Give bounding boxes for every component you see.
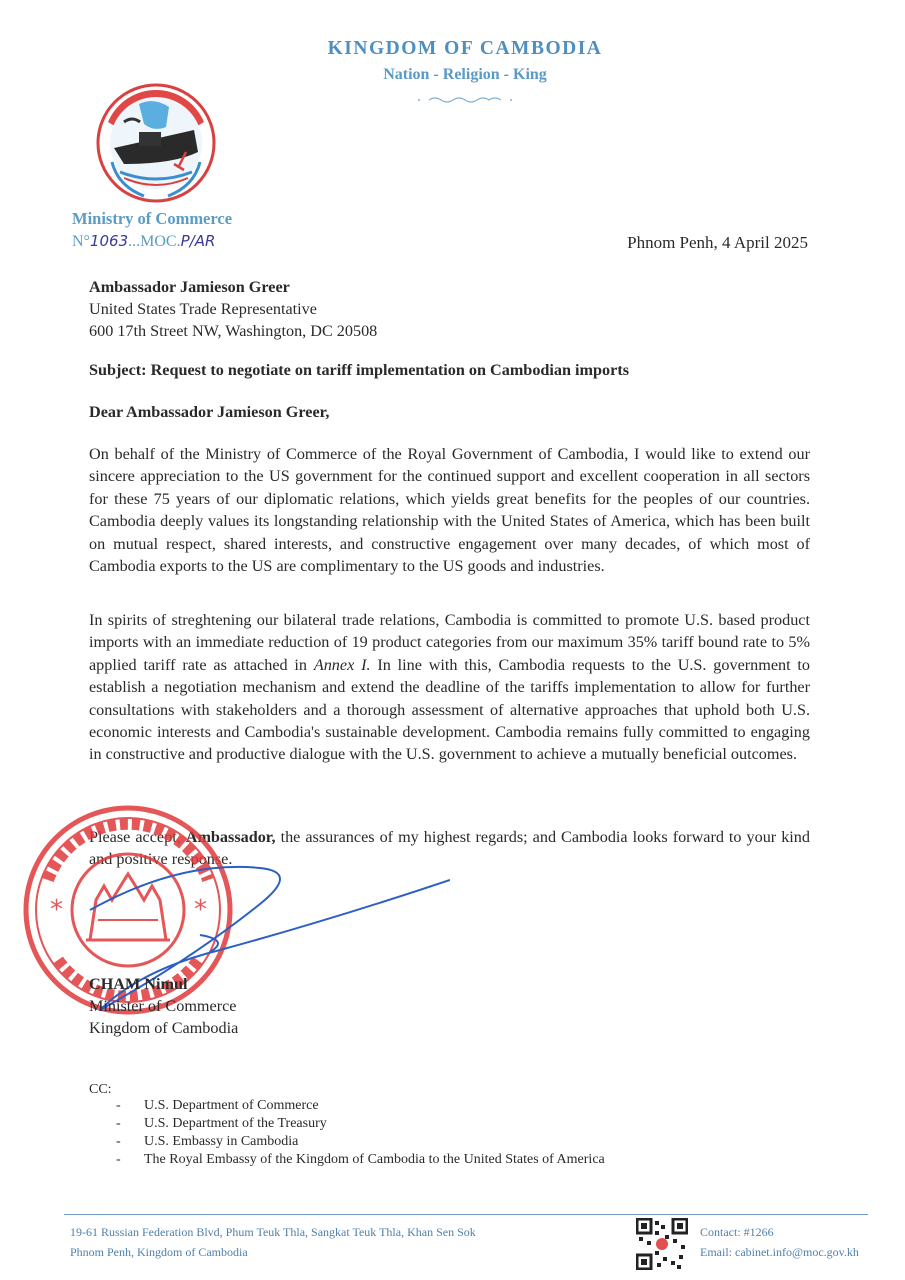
signatory-org: Kingdom of Cambodia — [89, 1019, 239, 1037]
cc-item: - U.S. Embassy in Cambodia — [116, 1134, 299, 1149]
footer-contact: Contact: #1266 — [700, 1225, 774, 1239]
signature-block — [89, 973, 810, 1039]
cc-item: - U.S. Department of Commerce — [116, 1098, 319, 1113]
reference-number — [72, 232, 215, 251]
paragraph-request — [89, 609, 810, 766]
cc-label: CC: — [89, 1082, 112, 1097]
ministry-name: Ministry of Commerce — [72, 209, 233, 228]
cc-item: - The Royal Embassy of the Kingdom of Cambodia to the United States of America — [116, 1152, 605, 1167]
recipient-name: Ambassador Jamieson Greer — [89, 278, 290, 296]
ministry-of-commerce-seal-icon — [94, 82, 218, 204]
ref-mid: ...MOC. — [128, 233, 181, 250]
paragraph-request-text-b: In line with this, Cambodia requests to the U.S. government to establish a negotiation mechanism and extend the deadline of the tariffs implementation to allow for further consultations with stakeholders and a thorough assessment of alternative approaches that uphold both U.S. economic interests and Cambodia's sustainable development. Cambodia remains fully committed to engaging in constructive and productive dialogue with the U.S. government to achieve a mutually beneficial outcomes. — [89, 655, 811, 764]
letterhead-motto: Nation - Religion - King — [383, 66, 547, 83]
letter-date: Phnom Penh, 4 April 2025 — [627, 233, 808, 252]
closing-text-a: Please accept, — [89, 828, 186, 846]
annex-reference: Annex I. — [313, 655, 371, 674]
recipient-address: 600 17th Street NW, Washington, DC 20508 — [89, 322, 378, 340]
ref-number: 1063 — [89, 232, 129, 250]
signatory-name: CHAM Nimul — [89, 975, 188, 993]
footer-email: Email: cabinet.info@moc.gov.kh — [700, 1245, 859, 1259]
cc-item-text: The Royal Embassy of the Kingdom of Cambodia to the United States of America — [144, 1152, 605, 1167]
recipient-block — [89, 276, 810, 342]
salutation: Dear Ambassador Jamieson Greer, — [89, 403, 330, 421]
paragraph-request-text-a: In spirits of streghtening our bilateral trade relations, Cambodia is committed to promote U.S. based product imports with an immediate reduction of 19 product categories from our maximum 35% tariff bound rate to 5% applied tariff rate as attached in — [89, 611, 810, 674]
cc-list — [116, 1097, 605, 1169]
cc-item-text: U.S. Embassy in Cambodia — [144, 1134, 299, 1149]
ornament-divider-icon — [415, 95, 515, 105]
cc-item-text: U.S. Department of Commerce — [144, 1098, 319, 1113]
subject-line: Subject: Request to negotiate on tariff implementation on Cambodian imports — [89, 361, 630, 379]
svg-text:*: * — [194, 895, 207, 925]
recipient-title: United States Trade Representative — [89, 300, 317, 318]
letterhead-country: KINGDOM OF CAMBODIA — [327, 38, 603, 59]
closing-text-b: the assurances of my highest regards; and Cambodia looks forward to your kind and positive response. — [89, 828, 810, 869]
closing-bold: Ambassador, — [185, 828, 276, 846]
qr-code-icon — [636, 1218, 688, 1270]
ref-prefix: N° — [72, 233, 90, 250]
footer-address-line2: Phnom Penh, Kingdom of Cambodia — [70, 1245, 248, 1259]
paragraph-appreciation: On behalf of the Ministry of Commerce of the Royal Government of Cambodia, I would like to extend our sincere appreciation to the US government for the continued support and excellent cooperation in all sectors for these 75 years of our diplomatic relations, which yields great benefits for the peoples of our countries. Cambodia deeply values its longstanding relationship with the United States of America, which has been built on mutual respect, shared interests, and constructive engagement over many decades, of which most of Cambodia exports to the US are complimentary to the US goods and industries. — [89, 445, 810, 576]
footer-address-line1: 19-61 Russian Federation Blvd, Phum Teuk Thla, Sangkat Teuk Thla, Khan Sen Sok — [70, 1225, 476, 1239]
footer-divider — [64, 1214, 868, 1215]
ref-suffix: P/AR — [180, 232, 216, 250]
cc-item: - U.S. Department of the Treasury — [116, 1116, 327, 1131]
svg-text:*: * — [50, 895, 63, 925]
signatory-title: Minister of Commerce — [89, 997, 237, 1015]
cc-item-text: U.S. Department of the Treasury — [144, 1116, 327, 1131]
